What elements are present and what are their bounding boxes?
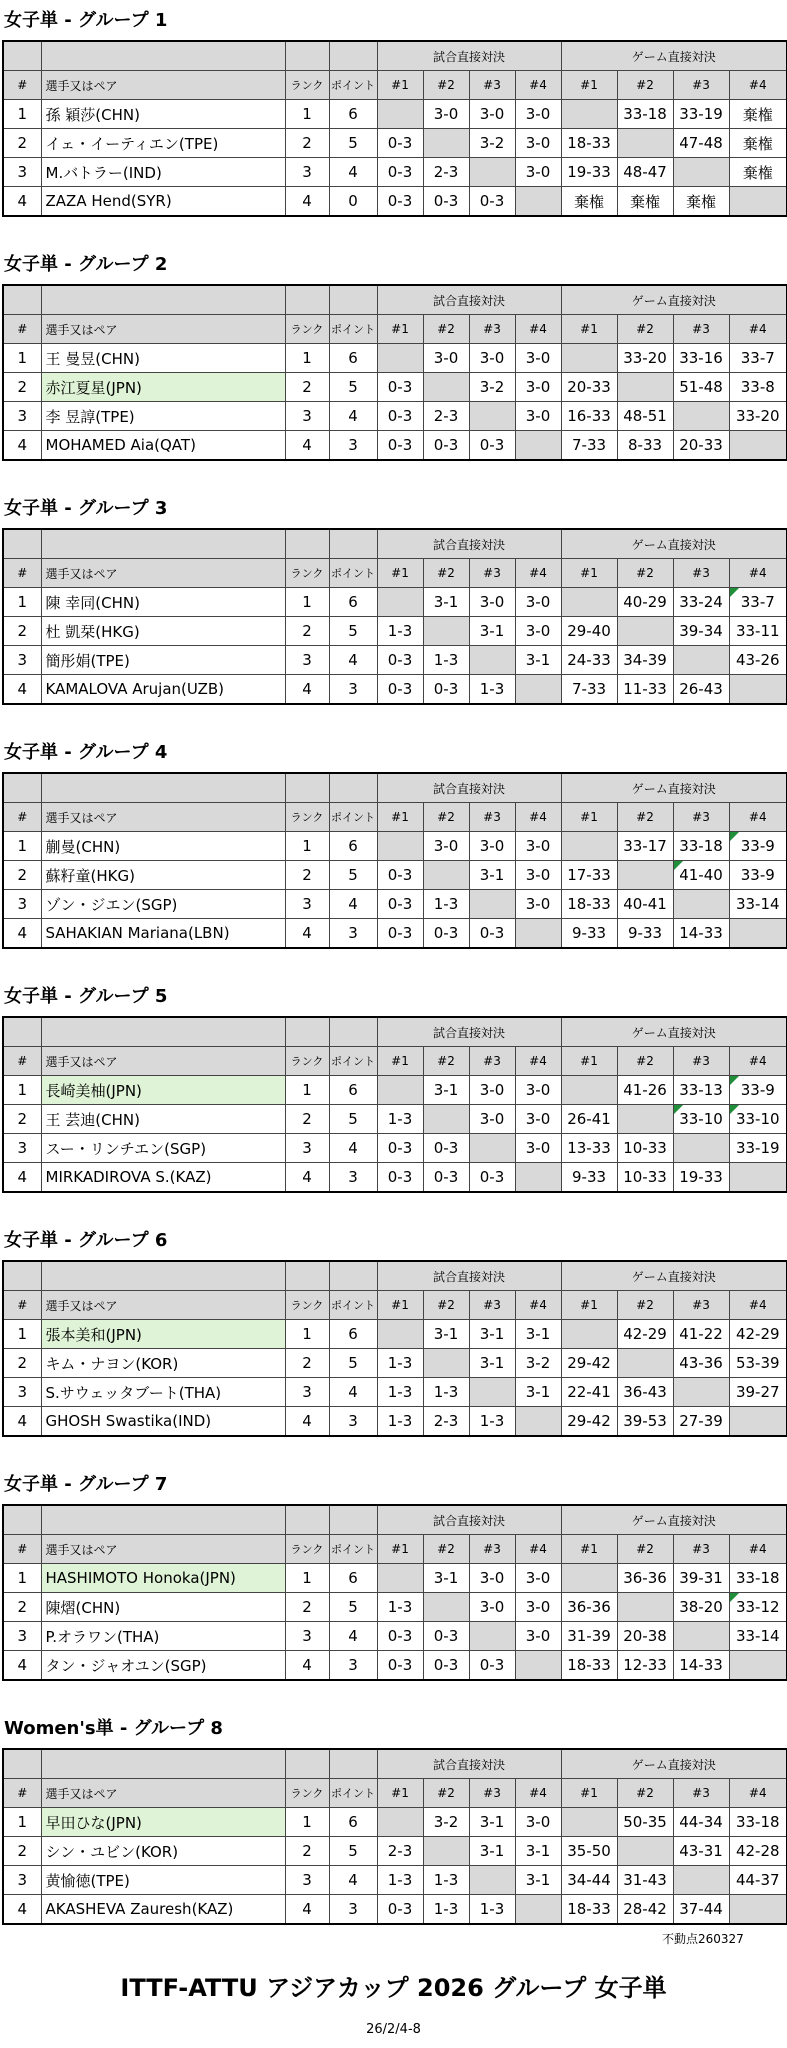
player-name: 張本美和(JPN) [41, 1320, 285, 1349]
player-name: GHOSH Swastika(IND) [41, 1407, 285, 1437]
player-name: AKASHEVA Zauresh(KAZ) [41, 1895, 285, 1925]
match-h2h-header: 試合直接対決 [377, 1505, 561, 1535]
header-blank [3, 41, 41, 71]
player-name: HASHIMOTO Honoka(JPN) [41, 1564, 285, 1593]
group-table: 試合直接対決 ゲーム直接対決 # 選手又はペア ランク ポイント #1 #2 #3 #4 #1 #2 #3 #4 1 蒯曼(CHN) 1 6 3-0 3-0 3-0 33-17 33-18 33-9 2 蘇籽童(HKG) 2 5 0-3 3-1 3-0 17-33 41-40 33-9 3 ゾン・ジエン(SGP) 3 4 0-3 1-3 3-0 18-33 40-41 33-14 4 SAHAKIAN Mariana(LBN) 4 3 0-3 0-3 0-3 9-33 9-33 14-33 [2, 772, 787, 949]
player-name: 杜 凱栞(HKG) [41, 617, 285, 646]
table-row: 4 タン・ジャオユン(SGP) 4 3 0-3 0-3 0-3 18-33 12-33 14-33 [3, 1651, 787, 1681]
table-row: 1 早田ひな(JPN) 1 6 3-2 3-1 3-0 50-35 44-34 33-18 [3, 1808, 787, 1837]
game-h2h-header: ゲーム直接対決 [561, 41, 787, 71]
game-h2h-header: ゲーム直接対決 [561, 1505, 787, 1535]
group-table: 試合直接対決 ゲーム直接対決 # 選手又はペア ランク ポイント #1 #2 #3 #4 #1 #2 #3 #4 1 長崎美柚(JPN) 1 6 3-1 3-0 3-0 41-26 33-13 33-9 2 王 芸迪(CHN) 2 5 1-3 3-0 3-0 26-41 33-10 33-10 3 スー・リンチエン(SGP) 3 4 0-3 0-3 3-0 13-33 10-33 33-19 4 MIRKADIROVA S.(KAZ) 4 3 0-3 0-3 0-3 9-33 10-33 19-33 [2, 1016, 787, 1193]
player-name: MIRKADIROVA S.(KAZ) [41, 1163, 285, 1193]
table-row: 3 黄愉徳(TPE) 3 4 1-3 1-3 3-1 34-44 31-43 44-37 [3, 1866, 787, 1895]
player-name: ZAZA Hend(SYR) [41, 187, 285, 217]
table-row: 3 M.バトラー(IND) 3 4 0-3 2-3 3-0 19-33 48-47 棄権 [3, 158, 787, 187]
player-name: 黄愉徳(TPE) [41, 1866, 285, 1895]
table-row: 2 キム・ナヨン(KOR) 2 5 1-3 3-1 3-2 29-42 43-36 53-39 [3, 1349, 787, 1378]
player-name: KAMALOVA Arujan(UZB) [41, 675, 285, 705]
table-row: 1 長崎美柚(JPN) 1 6 3-1 3-0 3-0 41-26 33-13 33-9 [3, 1076, 787, 1105]
flag-marker [674, 861, 683, 870]
group-title: 女子単 - グループ 3 [4, 498, 168, 519]
player-name: P.オラワン(THA) [41, 1622, 285, 1651]
player-name: 李 昱諄(TPE) [41, 402, 285, 431]
group-title: 女子単 - グループ 2 [4, 254, 168, 275]
flag-marker [730, 588, 739, 597]
table-row: 2 陳熠(CHN) 2 5 1-3 3-0 3-0 36-36 38-20 33-12 [3, 1593, 787, 1622]
points-header: ポイント [329, 71, 377, 100]
flag-marker [730, 1593, 739, 1602]
flag-marker [674, 1105, 683, 1114]
flag-marker [730, 1105, 739, 1114]
group-table: 試合直接対決 ゲーム直接対決 # 選手又はペア ランク ポイント #1 #2 #3 #4 #1 #2 #3 #4 1 早田ひな(JPN) 1 6 3-2 3-1 3-0 50-35 44-34 33-18 2 シン・ユビン(KOR) 2 5 2-3 3-1 3-1 35-50 43-31 42-28 3 黄愉徳(TPE) 3 4 1-3 1-3 3-1 34-44 31-43 44-37 4 AKASHEVA Zauresh(KAZ) 4 3 0-3 1-3 1-3 18-33 28-42 37-44 [2, 1748, 787, 1925]
player-name: 王 曼昱(CHN) [41, 344, 285, 373]
player-name: スー・リンチエン(SGP) [41, 1134, 285, 1163]
group-title: 女子単 - グループ 4 [4, 742, 168, 763]
table-row: 1 蒯曼(CHN) 1 6 3-0 3-0 3-0 33-17 33-18 33-9 [3, 832, 787, 861]
player-name: ゾン・ジエン(SGP) [41, 890, 285, 919]
table-row: 2 蘇籽童(HKG) 2 5 0-3 3-1 3-0 17-33 41-40 33-9 [3, 861, 787, 890]
group-table: 試合直接対決 ゲーム直接対決 # 選手又はペア ランク ポイント #1 #2 #3 #4 #1 #2 #3 #4 1 王 曼昱(CHN) 1 6 3-0 3-0 3-0 33-20 33-16 33-7 2 赤江夏星(JPN) 2 5 0-3 3-2 3-0 20-33 51-48 33-8 3 李 昱諄(TPE) 3 4 0-3 2-3 3-0 16-33 48-51 33-20 4 MOHAMED Aia(QAT) 4 3 0-3 0-3 0-3 7-33 8-33 20-33 [2, 284, 787, 461]
flag-marker [730, 1076, 739, 1085]
player-name: 陳熠(CHN) [41, 1593, 285, 1622]
table-row: 4 MIRKADIROVA S.(KAZ) 4 3 0-3 0-3 0-3 9-33 10-33 19-33 [3, 1163, 787, 1193]
player-name: タン・ジャオユン(SGP) [41, 1651, 285, 1681]
table-row: 4 MOHAMED Aia(QAT) 4 3 0-3 0-3 0-3 7-33 8-33 20-33 [3, 431, 787, 461]
group-table: 試合直接対決 ゲーム直接対決 # 選手又はペア ランク ポイント #1 #2 #3 #4 #1 #2 #3 #4 1 張本美和(JPN) 1 6 3-1 3-1 3-1 42-29 41-22 42-29 2 キム・ナヨン(KOR) 2 5 1-3 3-1 3-2 29-42 43-36 53-39 3 S.サウェッタブート(THA) 3 4 1-3 1-3 3-1 22-41 36-43 39-27 4 GHOSH Swastika(IND) 4 3 1-3 2-3 1-3 29-42 39-53 27-39 [2, 1260, 787, 1437]
group-title: 女子単 - グループ 1 [4, 10, 168, 31]
game-h2h-header: ゲーム直接対決 [561, 285, 787, 315]
player-name: 簡彤娟(TPE) [41, 646, 285, 675]
table-row: 3 李 昱諄(TPE) 3 4 0-3 2-3 3-0 16-33 48-51 33-20 [3, 402, 787, 431]
player-header: 選手又はペア [41, 71, 285, 100]
group-table: 試合直接対決 ゲーム直接対決 # 選手又はペア ランク ポイント #1 #2 #3 #4 #1 #2 #3 #4 1 陳 幸同(CHN) 1 6 3-1 3-0 3-0 40-29 33-24 33-7 2 杜 凱栞(HKG) 2 5 1-3 3-1 3-0 29-40 39-34 33-11 3 簡彤娟(TPE) 3 4 0-3 1-3 3-1 24-33 34-39 43-26 4 KAMALOVA Arujan(UZB) 4 3 0-3 0-3 1-3 7-33 11-33 26-43 [2, 528, 787, 705]
player-name: MOHAMED Aia(QAT) [41, 431, 285, 461]
table-row: 2 赤江夏星(JPN) 2 5 0-3 3-2 3-0 20-33 51-48 33-8 [3, 373, 787, 402]
group-title: Women's単 - グループ 8 [4, 1718, 223, 1739]
event-dates: 26/2/4-8 [366, 2022, 421, 2037]
table-row: 3 P.オラワン(THA) 3 4 0-3 0-3 3-0 31-39 20-38 33-14 [3, 1622, 787, 1651]
table-row: 1 陳 幸同(CHN) 1 6 3-1 3-0 3-0 40-29 33-24 33-7 [3, 588, 787, 617]
table-row: 2 イェ・イーティエン(TPE) 2 5 0-3 3-2 3-0 18-33 47-48 棄権 [3, 129, 787, 158]
game-h2h-header: ゲーム直接対決 [561, 529, 787, 559]
match-h2h-header: 試合直接対決 [377, 1017, 561, 1047]
table-row: 2 杜 凱栞(HKG) 2 5 1-3 3-1 3-0 29-40 39-34 33-11 [3, 617, 787, 646]
group-title: 女子単 - グループ 5 [4, 986, 168, 1007]
match-h2h-header: 試合直接対決 [377, 285, 561, 315]
table-row: 4 GHOSH Swastika(IND) 4 3 1-3 2-3 1-3 29-42 39-53 27-39 [3, 1407, 787, 1437]
player-name: 長崎美柚(JPN) [41, 1076, 285, 1105]
table-row: 4 ZAZA Hend(SYR) 4 0 0-3 0-3 0-3 棄権 棄権 棄権 [3, 187, 787, 217]
flag-marker [730, 832, 739, 841]
group-table: 試合直接対決 ゲーム直接対決 # 選手又はペア ランク ポイント #1 #2 #3 #4 #1 #2 #3 #4 1 孫 穎莎(CHN) 1 6 3-0 3-0 3-0 33-18 33-19 棄権 2 イェ・イーティエン(TPE) 2 5 0-3 3-2 3-0 18-33 47-48 棄権 3 M.バトラー(IND) 3 4 0-3 2-3 3-0 19-33 48-47 棄権 4 ZAZA Hend(SYR) 4 0 0-3 0-3 0-3 棄権 棄権 棄権 [2, 40, 787, 217]
match-h2h-header: 試合直接対決 [377, 1749, 561, 1779]
table-row: 1 王 曼昱(CHN) 1 6 3-0 3-0 3-0 33-20 33-16 33-7 [3, 344, 787, 373]
player-name: 蘇籽童(HKG) [41, 861, 285, 890]
footnote: 不動点260327 [662, 1932, 744, 1946]
table-row: 4 AKASHEVA Zauresh(KAZ) 4 3 0-3 1-3 1-3 18-33 28-42 37-44 [3, 1895, 787, 1925]
table-row: 3 簡彤娟(TPE) 3 4 0-3 1-3 3-1 24-33 34-39 43-26 [3, 646, 787, 675]
match-h2h-header: 試合直接対決 [377, 773, 561, 803]
player-name: 王 芸迪(CHN) [41, 1105, 285, 1134]
player-name: キム・ナヨン(KOR) [41, 1349, 285, 1378]
table-row: 4 SAHAKIAN Mariana(LBN) 4 3 0-3 0-3 0-3 9-33 9-33 14-33 [3, 919, 787, 949]
game-h2h-header: ゲーム直接対決 [561, 1017, 787, 1047]
page-title: ITTF-ATTU アジアカップ 2026 グループ 女子単 [120, 1974, 667, 2002]
player-name: 陳 幸同(CHN) [41, 588, 285, 617]
player-name: 赤江夏星(JPN) [41, 373, 285, 402]
group-table: 試合直接対決 ゲーム直接対決 # 選手又はペア ランク ポイント #1 #2 #3 #4 #1 #2 #3 #4 1 HASHIMOTO Honoka(JPN) 1 6 3-1 3-0 3-0 36-36 39-31 33-18 2 陳熠(CHN) 2 5 1-3 3-0 3-0 36-36 38-20 33-12 3 P.オラワン(THA) 3 4 0-3 0-3 3-0 31-39 20-38 33-14 4 タン・ジャオユン(SGP) 4 3 0-3 0-3 0-3 18-33 12-33 14-33 [2, 1504, 787, 1681]
game-h2h-header: ゲーム直接対決 [561, 1749, 787, 1779]
match-h2h-header: 試合直接対決 [377, 1261, 561, 1291]
player-name: 蒯曼(CHN) [41, 832, 285, 861]
group-title: 女子単 - グループ 6 [4, 1230, 168, 1251]
match-h2h-header: 試合直接対決 [377, 41, 561, 71]
table-row: 3 ゾン・ジエン(SGP) 3 4 0-3 1-3 3-0 18-33 40-41 33-14 [3, 890, 787, 919]
game-h2h-header: ゲーム直接対決 [561, 773, 787, 803]
player-name: S.サウェッタブート(THA) [41, 1378, 285, 1407]
table-row: 1 孫 穎莎(CHN) 1 6 3-0 3-0 3-0 33-18 33-19 棄権 [3, 100, 787, 129]
match-h2h-header: 試合直接対決 [377, 529, 561, 559]
table-row: 4 KAMALOVA Arujan(UZB) 4 3 0-3 0-3 1-3 7-33 11-33 26-43 [3, 675, 787, 705]
num-header: # [3, 71, 41, 100]
table-row: 2 シン・ユビン(KOR) 2 5 2-3 3-1 3-1 35-50 43-31 42-28 [3, 1837, 787, 1866]
table-row: 2 王 芸迪(CHN) 2 5 1-3 3-0 3-0 26-41 33-10 33-10 [3, 1105, 787, 1134]
player-name: M.バトラー(IND) [41, 158, 285, 187]
player-name: SAHAKIAN Mariana(LBN) [41, 919, 285, 949]
group-title: 女子単 - グループ 7 [4, 1474, 168, 1495]
table-row: 3 スー・リンチエン(SGP) 3 4 0-3 0-3 3-0 13-33 10-33 33-19 [3, 1134, 787, 1163]
player-name: 早田ひな(JPN) [41, 1808, 285, 1837]
rank-header: ランク [285, 71, 329, 100]
player-name: シン・ユビン(KOR) [41, 1837, 285, 1866]
table-row: 1 張本美和(JPN) 1 6 3-1 3-1 3-1 42-29 41-22 42-29 [3, 1320, 787, 1349]
player-name: イェ・イーティエン(TPE) [41, 129, 285, 158]
game-h2h-header: ゲーム直接対決 [561, 1261, 787, 1291]
player-name: 孫 穎莎(CHN) [41, 100, 285, 129]
table-row: 3 S.サウェッタブート(THA) 3 4 1-3 1-3 3-1 22-41 36-43 39-27 [3, 1378, 787, 1407]
table-row: 1 HASHIMOTO Honoka(JPN) 1 6 3-1 3-0 3-0 36-36 39-31 33-18 [3, 1564, 787, 1593]
